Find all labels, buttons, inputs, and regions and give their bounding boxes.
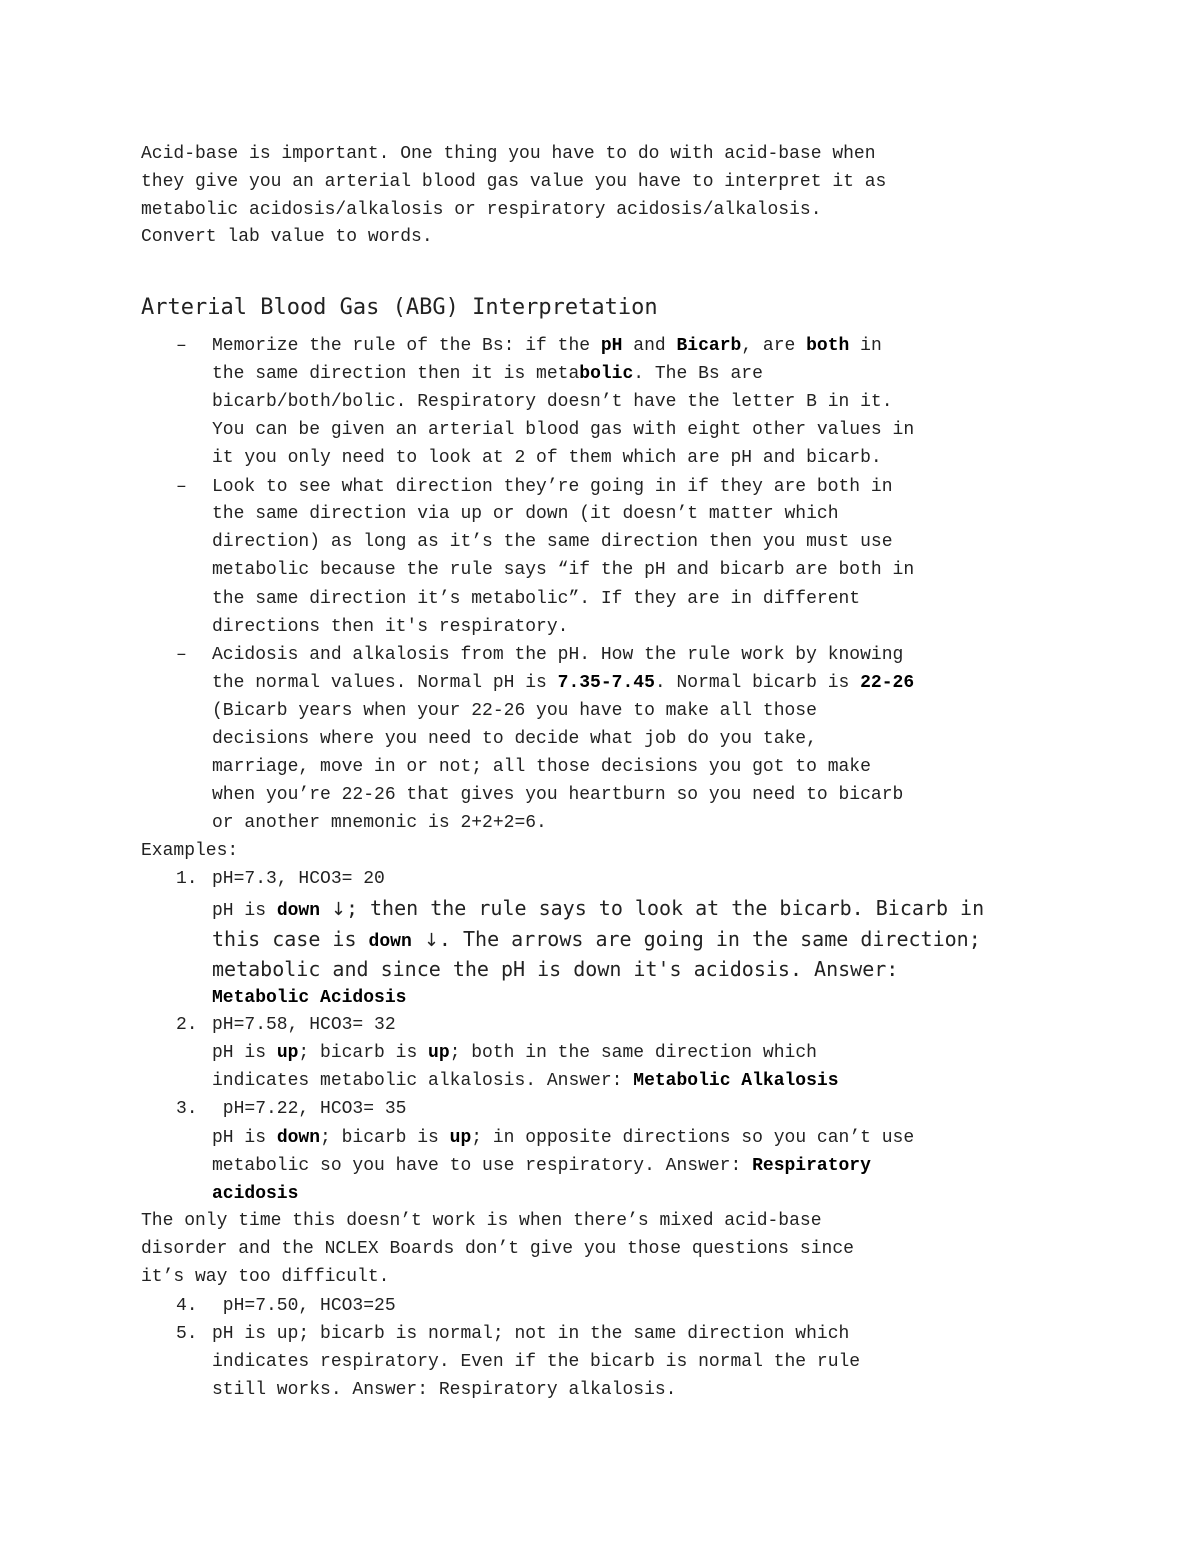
example-line <box>212 1124 914 1152</box>
bold-term: both <box>806 336 850 356</box>
text-span: , are <box>741 336 807 356</box>
example-line <box>212 1152 871 1180</box>
example-line: still works. Answer: Respiratory alkalosis. <box>212 1380 677 1400</box>
intro-line: Convert lab value to words. <box>141 227 433 247</box>
text-span: pH is <box>212 901 277 921</box>
bullet-line: You can be given an arterial blood gas with eight other values in <box>212 420 915 440</box>
intro-line: metabolic acidosis/alkalosis or respiratory acidosis/alkalosis. <box>141 200 822 220</box>
example-line <box>212 924 981 957</box>
text-span: ; bicarb is <box>298 1043 429 1063</box>
bold-term: 22-26 <box>860 673 915 693</box>
example-answer: Metabolic Acidosis <box>212 988 407 1008</box>
text-span: . Normal bicarb is <box>654 673 861 693</box>
text-span: Memorize the rule of the Bs: if the <box>212 336 601 356</box>
text-span: ; bicarb is <box>320 1128 450 1148</box>
text-span: this case is <box>212 927 369 951</box>
example-line: indicates respiratory. Even if the bicarb is normal the rule <box>212 1352 861 1372</box>
list-number: 5. <box>176 1324 198 1344</box>
bullet-marker: – <box>176 645 187 665</box>
bullet-line: Acidosis and alkalosis from the pH. How the rule work by knowing <box>212 645 904 665</box>
note-line: disorder and the NCLEX Boards don’t give you those questions since <box>141 1239 854 1259</box>
list-number: 2. <box>176 1015 198 1035</box>
intro-line: they give you an arterial blood gas value you have to interpret it as <box>141 172 887 192</box>
bullet-line: or another mnemonic is 2+2+2=6. <box>212 813 547 833</box>
bullet-line: bicarb/both/bolic. Respiratory doesn’t have the letter B in it. <box>212 392 893 412</box>
bullet-line: (Bicarb years when your 22-26 you have to make all those <box>212 701 817 721</box>
bold-term: up <box>428 1043 450 1063</box>
example-values: pH=7.50, HCO3=25 <box>212 1296 396 1316</box>
example-line <box>212 893 984 925</box>
section-heading: Arterial Blood Gas (ABG) Interpretation <box>141 295 658 320</box>
bullet-line <box>212 360 763 388</box>
bullet-line: decisions where you need to decide what job do you take, <box>212 729 817 749</box>
bullet-marker: – <box>176 477 187 497</box>
example-values: pH=7.58, HCO3= 32 <box>212 1015 396 1035</box>
example-answer: acidosis <box>212 1184 299 1204</box>
bullet-line: direction) as long as it’s the same direction then you must use <box>212 532 893 552</box>
text-span: indicates metabolic alkalosis. Answer: <box>212 1071 634 1091</box>
example-values: pH=7.3, HCO3= 20 <box>212 869 385 889</box>
text-span: . The arrows are going in the same direction; <box>438 927 981 951</box>
bold-term: down <box>368 932 412 952</box>
bold-term: pH <box>600 336 623 356</box>
text-span: . The Bs are <box>633 364 763 384</box>
text-span: the normal values. Normal pH is <box>212 673 558 693</box>
bold-term: up <box>276 1043 299 1063</box>
bold-term: 7.35-7.45 <box>557 673 655 693</box>
text-span: pH is <box>212 1128 277 1148</box>
example-answer: Respiratory <box>752 1156 871 1176</box>
bullet-line <box>212 669 914 697</box>
bullet-line: the same direction it’s metabolic”. If they are in different <box>212 589 861 609</box>
bold-term: down <box>276 1128 321 1148</box>
example-line: metabolic and since the pH is down it's acidosis. Answer: <box>212 957 899 981</box>
bold-term: up <box>449 1128 472 1148</box>
note-line: The only time this doesn’t work is when there’s mixed acid-base <box>141 1211 822 1231</box>
text-span: ; in opposite directions so you can’t use <box>471 1128 915 1148</box>
bullet-line <box>212 332 882 360</box>
text-span: ; both in the same direction which <box>449 1043 817 1063</box>
text-span: metabolic so you have to use respiratory. Answer: <box>212 1156 753 1176</box>
text-span: in <box>849 336 882 356</box>
example-values: pH=7.22, HCO3= 35 <box>212 1099 407 1119</box>
bullet-line: Look to see what direction they’re going in if they are both in <box>212 477 893 497</box>
examples-label: Examples: <box>141 841 239 861</box>
text-span: ; then the rule says to look at the bicarb. Bicarb in <box>345 896 985 920</box>
list-number: 1. <box>176 869 198 889</box>
intro-line: Acid-base is important. One thing you have to do with acid-base when <box>141 144 876 164</box>
bold-term: Bicarb <box>676 336 742 356</box>
down-arrow-icon: ↓ <box>423 930 439 951</box>
bullet-line: the same direction via up or down (it doesn’t matter which <box>212 504 839 524</box>
bullet-line: metabolic because the rule says “if the pH and bicarb are both in <box>212 560 915 580</box>
example-line: pH is up; bicarb is normal; not in the same direction which <box>212 1324 850 1344</box>
example-line <box>212 1067 839 1095</box>
bold-term: bolic <box>579 364 634 384</box>
text-span: and <box>622 336 677 356</box>
bullet-line: marriage, move in or not; all those decisions you got to make <box>212 757 871 777</box>
note-line: it’s way too difficult. <box>141 1267 390 1287</box>
bullet-marker: – <box>176 336 187 356</box>
list-number: 4. <box>176 1296 198 1316</box>
bullet-line: it you only need to look at 2 of them which are pH and bicarb. <box>212 448 882 468</box>
bullet-line: when you’re 22-26 that gives you heartburn so you need to bicarb <box>212 785 904 805</box>
list-number: 3. <box>176 1099 198 1119</box>
example-line <box>212 1039 817 1067</box>
bullet-line: directions then it's respiratory. <box>212 617 569 637</box>
text-span: the same direction then it is meta <box>212 364 580 384</box>
example-answer: Metabolic Alkalosis <box>633 1071 839 1091</box>
text-span: pH is <box>212 1043 277 1063</box>
down-arrow-icon: ↓ <box>330 899 346 920</box>
bold-term: down <box>276 901 321 921</box>
